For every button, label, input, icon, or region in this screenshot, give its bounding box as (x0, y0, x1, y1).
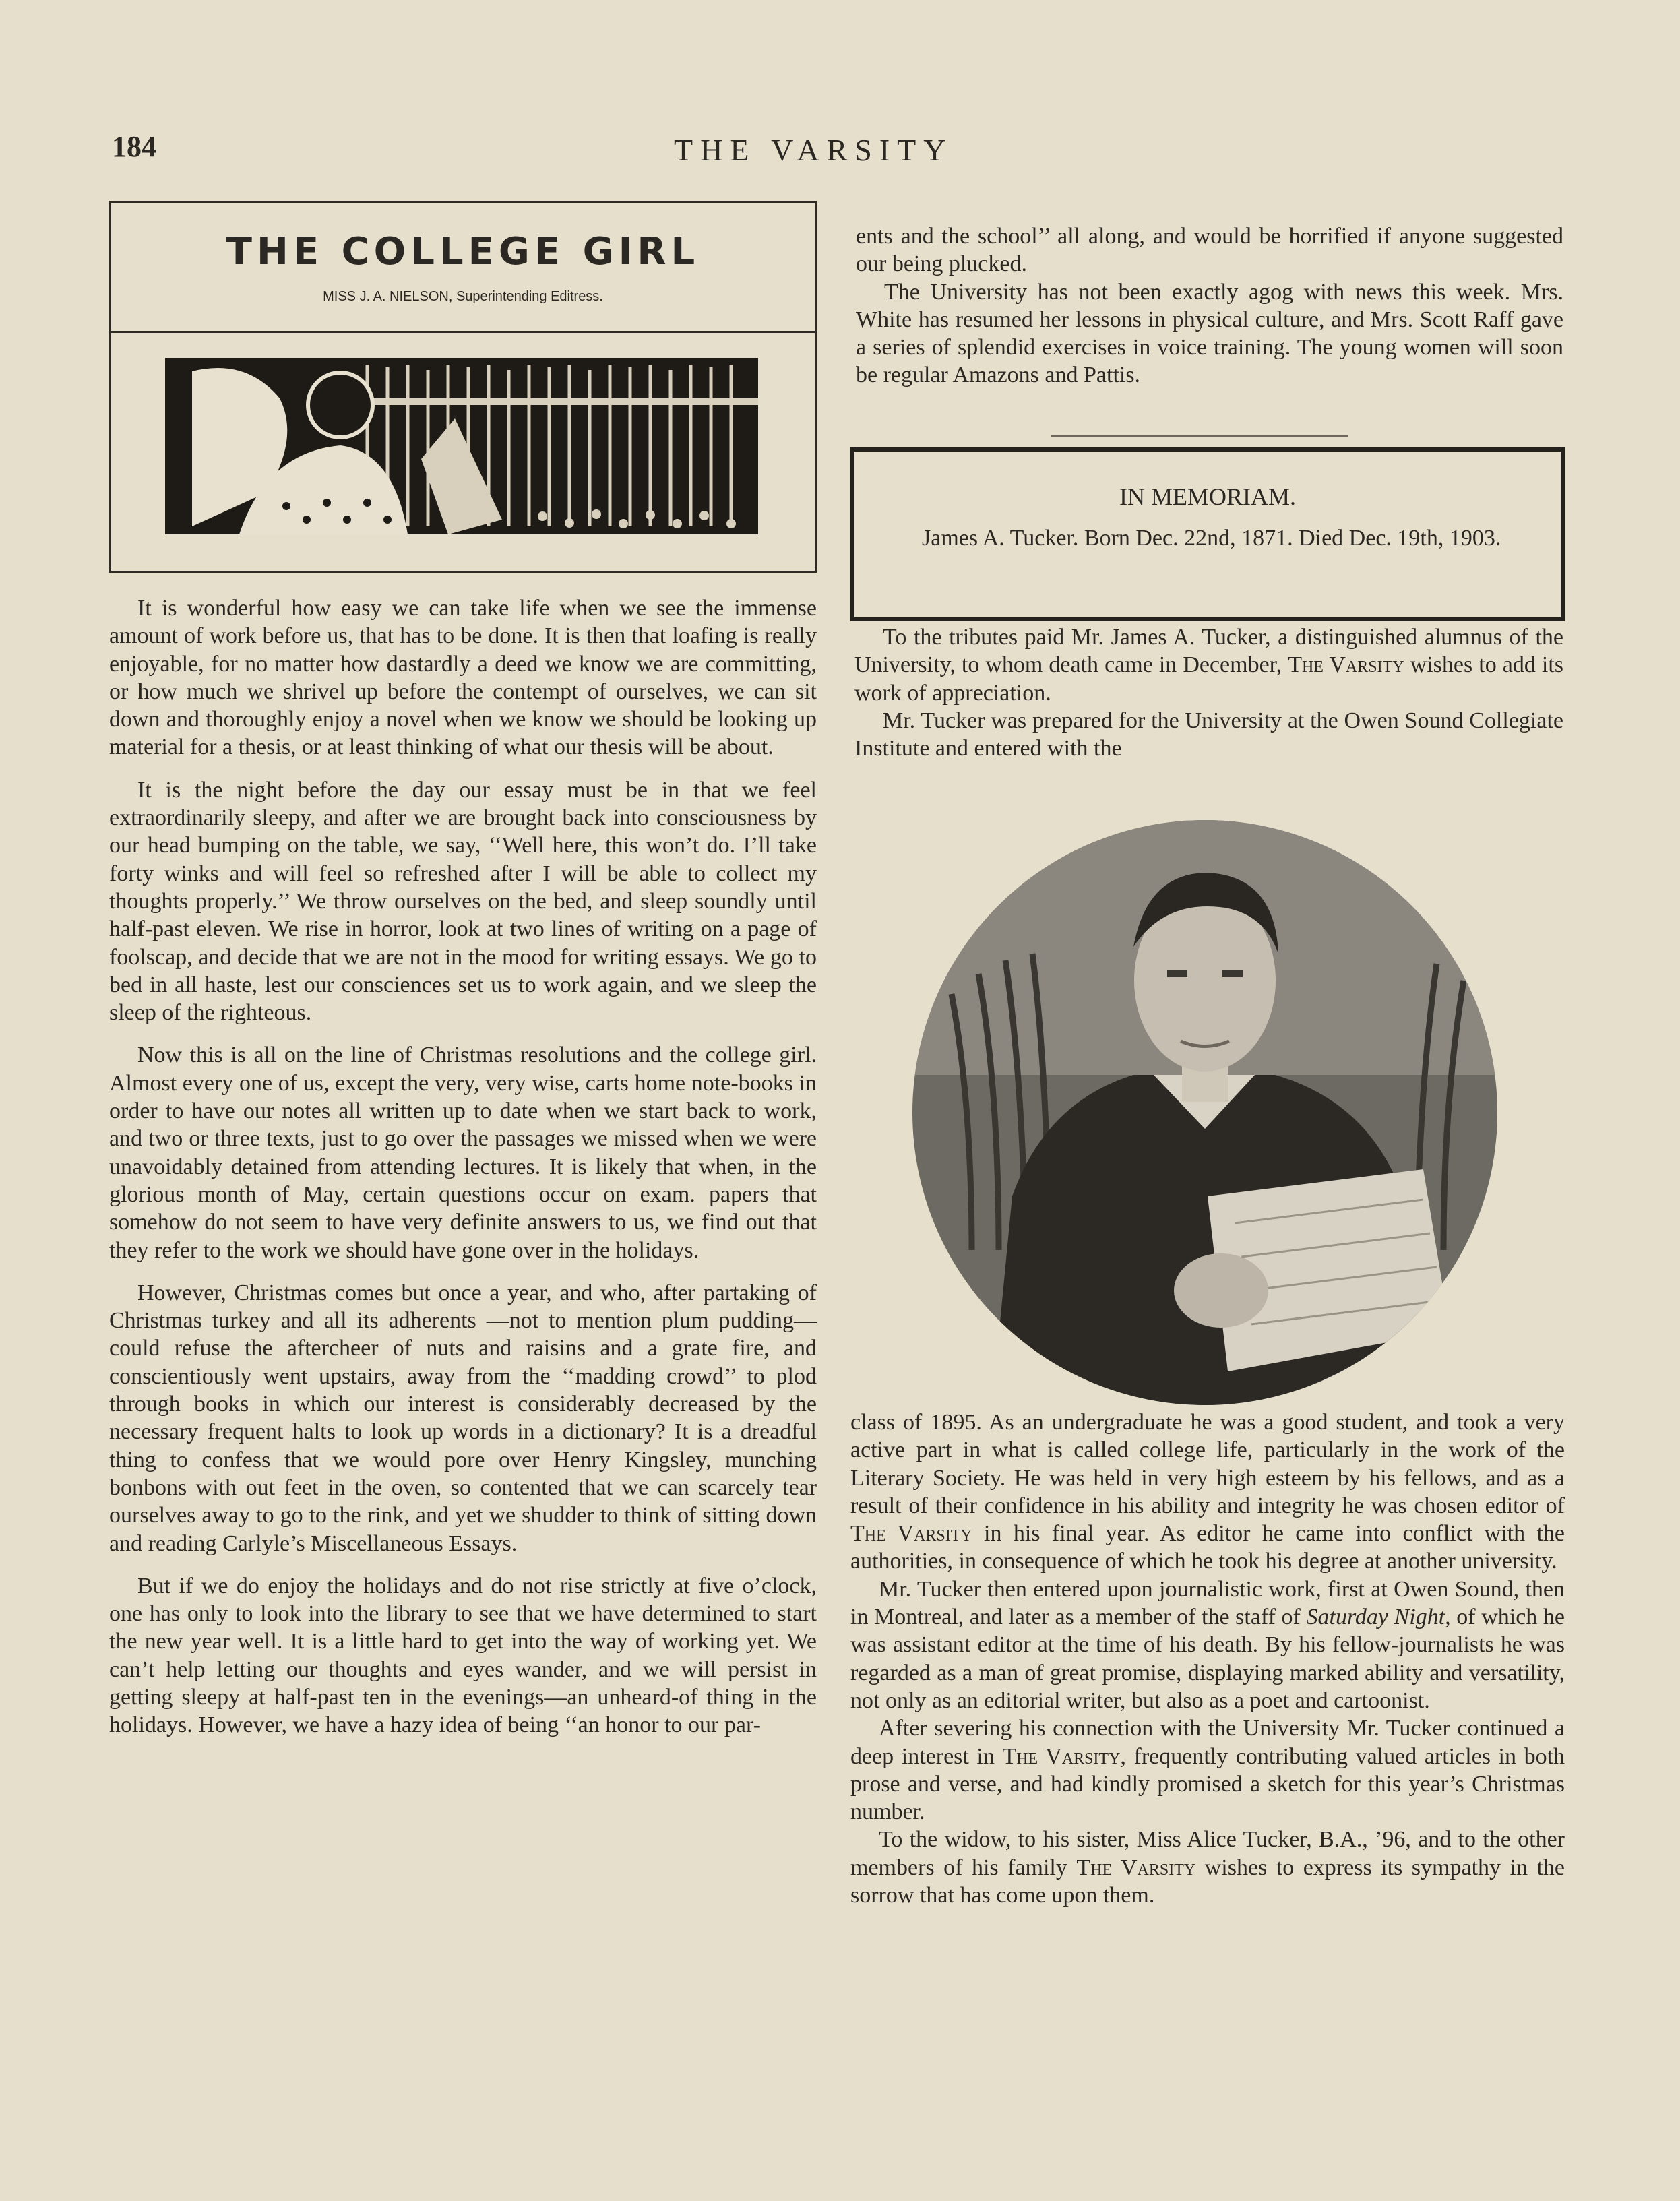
tribute-paragraph: Mr. Tucker was prepared for the University at the Owen Sound Collegiate Institute and entered with the (854, 708, 1563, 762)
article-left-column (109, 594, 817, 1739)
article-paragraph: It is wonderful how easy we can take life when we see the immense amount of work before us, that has to be done. It is then that loafing is really enjoyable, for no matter how dastardly a deed we know we are committing, or how much we shrivel up before the contempt of ourselves, we can sit down and thoroughly enjoy a novel when we know we should be looking up material for a thesis, or at least thinking of what our thesis will be about. (109, 596, 817, 760)
page-number: 184 (112, 130, 156, 163)
section-header-box (109, 201, 817, 573)
tribute-intro (854, 623, 1563, 762)
article-paragraph: However, Christmas comes but once a year, and who, after partaking of Christmas turkey and all its adherents —not to mention plum pudding—could refuse the aftercheer of nuts and raisins and a grate fire, and conscientiously went upstairs, away from the ‘‘madding crowd’’ to plod through books in which our interest is considerably decreased by the necessary frequent halts to look up words in a dictionary? It is a dreadful thing to confess that we would pore over Henry Kingsley, munching bonbons with out feet in the oven, so contented that we can scarcely tear ourselves away to go to the rink, and yet we shudder to think of sitting down and reading Carlyle’s Miscellaneous Essays. (109, 1280, 817, 1556)
running-title: THE VARSITY (674, 133, 954, 167)
woman-reading-illustration-icon (165, 358, 758, 534)
article-continuation (856, 222, 1563, 390)
tribute-paragraph: To the widow, to his sister, Miss Alice Tucker, B.A., ’96, and to the other members of his family The Varsity wishes to express its sympathy in the sorrow that has come upon them. (850, 1827, 1565, 1909)
memoriam-text: James A. Tucker. Born Dec. 22nd, 1871. Died Dec. 19th, 1903. (922, 526, 1501, 551)
tribute-paragraph: Mr. Tucker then entered upon journalistic work, first at Owen Sound, then in Montreal, and later as a member of the staff of Saturday Night, of which he was assistant editor at the time of his death. By his fellow-journalists he was regarded as a man of great promise, displaying marked ability and versatility, not only as an editorial writer, but also as a poet and cartoonist. (850, 1576, 1565, 1713)
article-paragraph: ents and the school’’ all along, and would be horrified if anyone suggested our being plucked. (856, 224, 1563, 277)
tribute-paragraph: To the tributes paid Mr. James A. Tucker, a distinguished alumnus of the University, to whom death came in December, The Varsity wishes to add its work of appreciation. (854, 625, 1563, 706)
tribute-paragraph: After severing his connection with the University Mr. Tucker continued a deep interest in The Varsity, frequently contributing valued articles in both prose and verse, and had kindly promised a sketch for this year’s Christmas number. (850, 1716, 1565, 1825)
article-paragraph: It is the night before the day our essay must be in that we feel extraordinarily sleepy, and after we are brought back into consciousness by our head bumping on the table, we say, ‘‘Well here, this won’t do. I’ll take forty winks and will feel so refreshed after I will be able to collect my thoughts properly.’’ We throw ourselves on the bed, and sleep soundly until half-past eleven. We rise in horror, look at two lines of writing on a page of foolscap, and decide that we are not in the mood for writing essays. We go to bed in all haste, lest our consciences set us to work again, and we sleep the sleep of the righteous. (109, 777, 817, 1026)
section-editor: MISS J. A. NIELSON, Superintending Editress. (323, 289, 603, 304)
in-memoriam-box (850, 447, 1565, 621)
header-divider (111, 331, 815, 333)
section-divider (1051, 435, 1348, 437)
tribute-body (850, 1408, 1565, 1909)
article-paragraph: Now this is all on the line of Christmas resolutions and the college girl. Almost every one of us, except the very, very wise, carts home note-books in order to have our notes all written up to date when we start back to work, and two or three texts, just to go over the passages we missed when we were unavoidably detained from attending lectures. It is likely that when, in the glorious month of May, certain questions occur on exam. papers that somehow do not seem to have very definite answers to us, we find out that they refer to the work we should have gone over in the holidays. (109, 1043, 817, 1263)
portrait-photo-icon (911, 819, 1499, 1406)
article-paragraph: The University has not been exactly agog with news this week. Mrs. White has resumed her lessons in physical culture, and Mrs. Scott Raff gave a series of splendid exercises in voice training. The young women will soon be regular Amazons and Pattis. (856, 279, 1563, 388)
section-title: THE COLLEGE GIRL (226, 230, 700, 274)
memoriam-heading: IN MEMORIAM. (1119, 483, 1296, 510)
article-paragraph: But if we do enjoy the holidays and do not rise strictly at five o’clock, one has only to look into the library to see that we have determined to start the new year well. It is a little hard to get into the way of working yet. We can’t help letting our thoughts and eyes wander, and we will persist in getting sleepy at half-past ten in the evenings—an unheard-of thing in the holidays. However, we have a hazy idea of being ‘‘an honor to our par- (109, 1573, 817, 1738)
tribute-paragraph: class of 1895. As an undergraduate he was a good student, and took a very active part in what is called college life, particularly in the work of the Literary Society. He was held in very high esteem by his fellows, and as a result of their confidence in his ability and integrity he was chosen editor of The Varsity in his final year. As editor he came into conflict with the authorities, in consequence of which he took his degree at another university. (850, 1410, 1565, 1574)
